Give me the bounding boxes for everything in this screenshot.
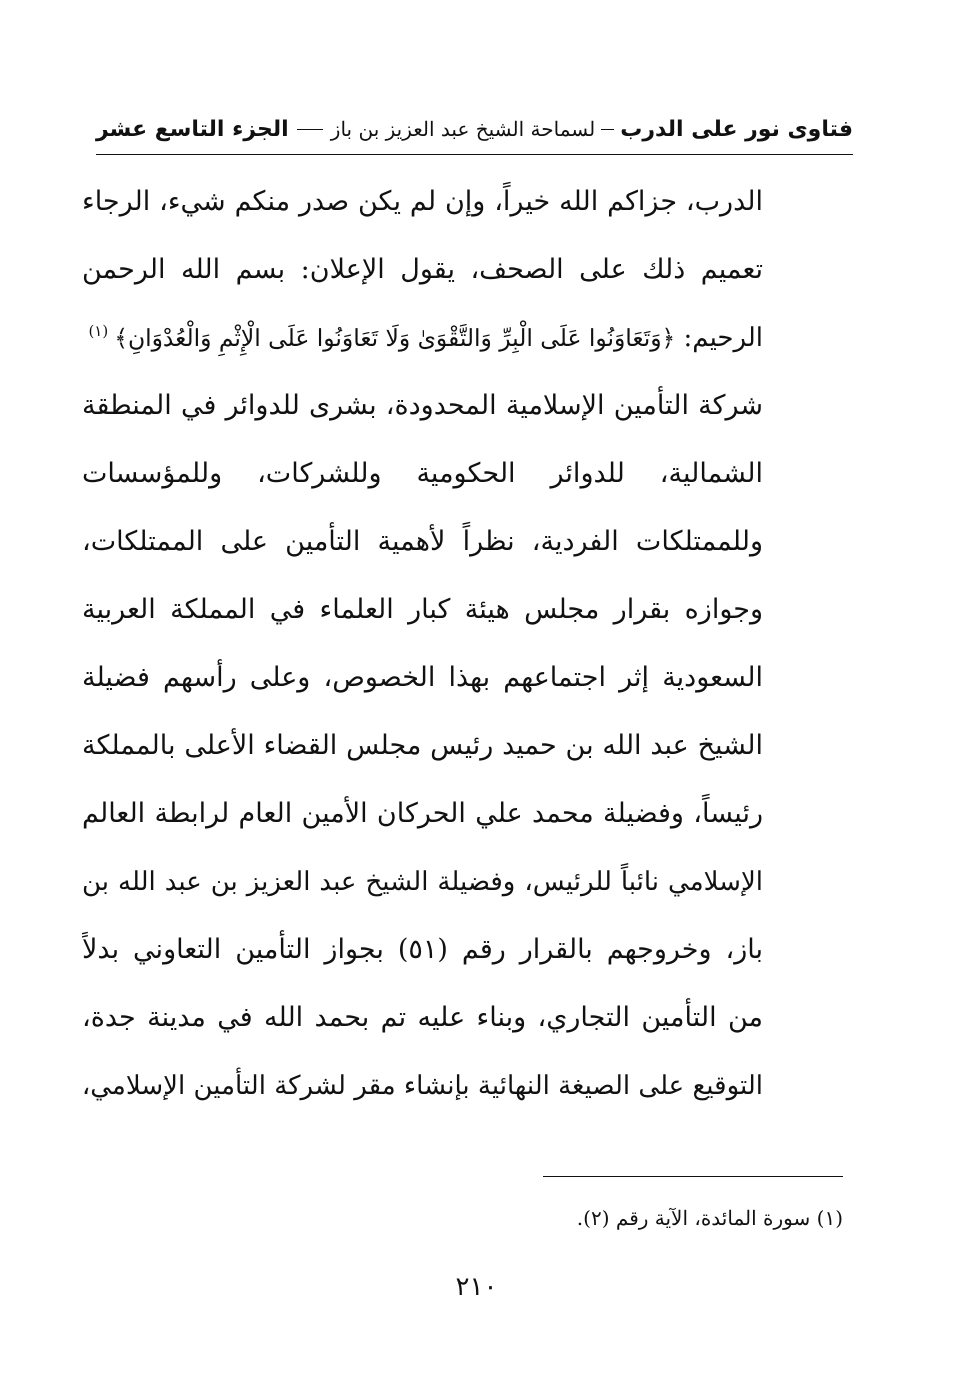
text-line-11: الإسلامي نائباً للرئيس، وفضيلة الشيخ عبد العزيز بن عبد الله بن — [82, 867, 763, 897]
quran-verse: وَتَعَاوَنُوا عَلَى الْبِرِّ وَالتَّقْوَىٰ وَلَا تَعَاوَنُوا عَلَى الْإِثْمِ وَالْعُدْوَانِ — [127, 324, 662, 352]
text-line-13: من التأمين التجاري، وبناء عليه تم بحمد الله في مدينة جدة، — [82, 1002, 763, 1033]
book-title: فتاوى نور على الدرب — [620, 116, 853, 142]
text-line-8: السعودية إثر اجتماعهم بهذا الخصوص، وعلى رأسهم فضيلة — [82, 662, 763, 693]
text-line-7: وجوازه بقرار مجلس هيئة كبار العلماء في المملكة العربية — [82, 594, 763, 625]
header-dash — [601, 129, 614, 130]
quran-ornament-close: ﴾ — [114, 324, 128, 352]
text-line-6: وللممتلكات الفردية، نظراً لأهمية التأمين على الممتلكات، — [82, 526, 763, 557]
text-line-14: التوقيع على الصيغة النهائية بإنشاء مقر لشركة التأمين الإسلامي، — [82, 1071, 763, 1101]
volume-label: الجزء التاسع عشر — [96, 116, 289, 142]
text-line-2: تعميم ذلك على الصحف، يقول الإعلان: بسم الله الرحمن — [82, 254, 763, 285]
footnote-reference: (١) — [88, 322, 109, 341]
text-line-1: الدرب، جزاكم الله خيراً، وإن لم يكن صدر منكم شيء، الرجاء — [82, 186, 763, 217]
text-line-12: باز، وخروجهم بالقرار رقم (٥١) بجواز التأمين التعاوني بدلاً — [82, 934, 763, 965]
running-header — [96, 104, 853, 155]
text-line-3-start: الرحيم: — [683, 323, 763, 353]
text-line-10: رئيساً، وفضيلة محمد علي الحركان الأمين العام لرابطة العالم — [82, 798, 763, 829]
body-text — [82, 168, 763, 1120]
page-number: ٢١٠ — [455, 1272, 498, 1302]
text-line-5: الشمالية، للدوائر الحكومية وللشركات، وللمؤسسات — [82, 458, 763, 489]
text-line-9: الشيخ عبد الله بن حميد رئيس مجلس القضاء الأعلى بالمملكة — [82, 730, 763, 761]
text-line-3 — [82, 304, 763, 372]
quran-ornament-open: ﴿ — [661, 324, 676, 352]
text-line-4: شركة التأمين الإسلامية المحدودة، بشرى للدوائر في المنطقة — [82, 390, 763, 421]
footnote: (١) سورة المائدة، الآية رقم (٢). — [576, 1206, 843, 1230]
author-name: لسماحة الشيخ عبد العزيز بن باز — [330, 117, 596, 141]
header-long-dash — [297, 129, 323, 130]
footnote-divider — [543, 1176, 843, 1177]
